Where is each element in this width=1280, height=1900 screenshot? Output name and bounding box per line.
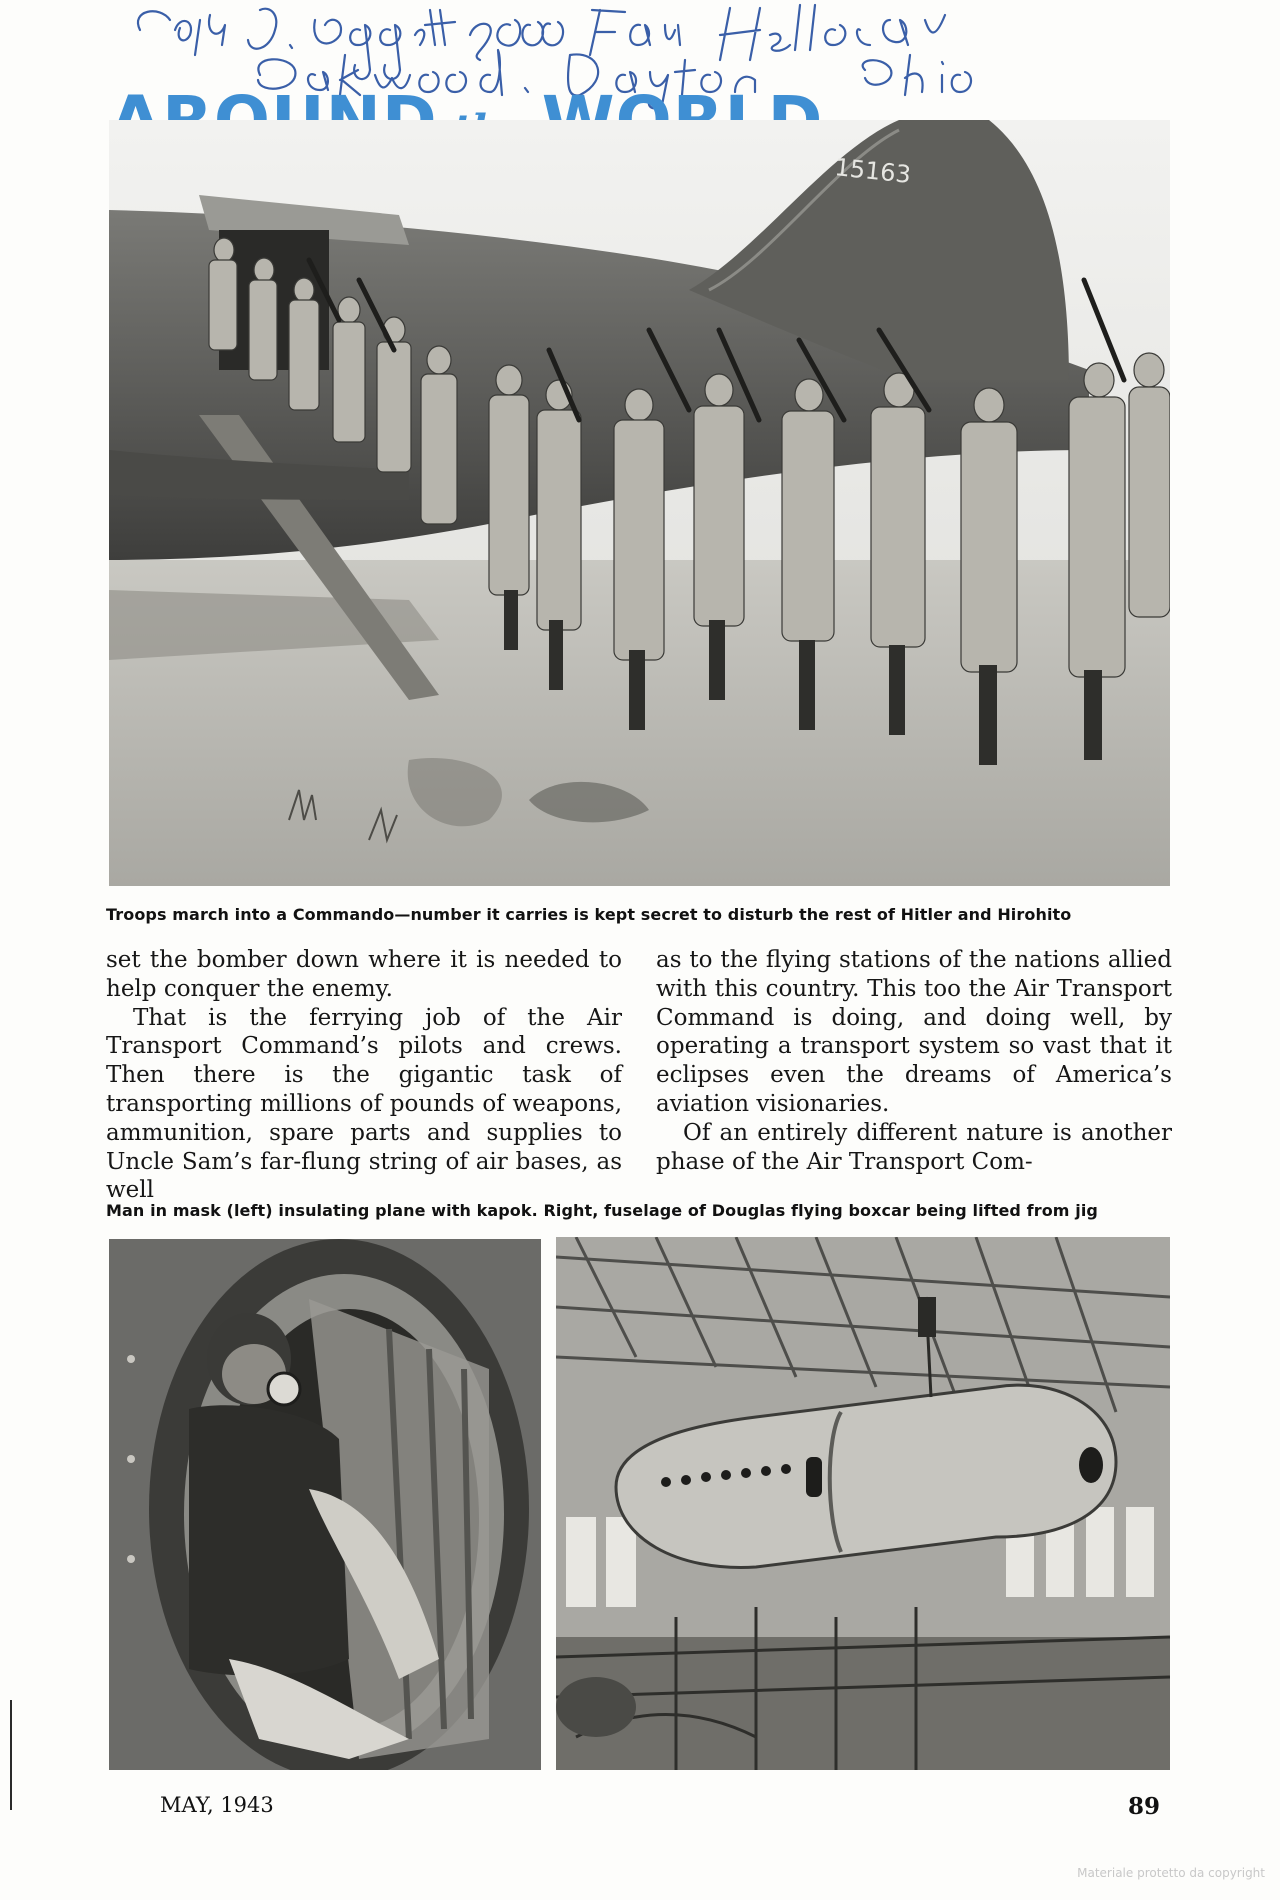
photo-troops-boarding — [109, 120, 1170, 886]
photo-fuselage-lifted — [556, 1237, 1170, 1770]
article-column-left — [106, 946, 622, 1205]
article-paragraph: as to the flying stations of the nations allied with this country. This too the Air Transport Command is doing, and doing well, by operating a transport system so vast that it eclipses even the dreams of America’s aviation visionaries. — [656, 947, 1172, 1117]
tail-number: 15163 — [833, 153, 913, 189]
fuselage-lifted-illustration — [556, 1237, 1170, 1770]
page-edge-mark — [10, 1700, 12, 1810]
article-paragraph: That is the ferrying job of the Air Transport Command’s pilots and crews. Then there is the gigantic task of transporting millions of pounds of weapons, ammunition, spare parts and supplies to Uncle Sam’s far-flung string of air bases, as well — [106, 1004, 622, 1204]
article-paragraph: set the bomber down where it is needed to help conquer the enemy. — [106, 947, 622, 1002]
page-number: 89 — [1128, 1793, 1161, 1820]
caption-top-photo: Troops march into a Commando—number it carries is kept secret to disturb the rest of Hitler and Hirohito — [106, 905, 1072, 924]
troops-boarding-illustration — [109, 120, 1170, 886]
man-insulating-illustration — [109, 1239, 541, 1770]
issue-date: MAY, 1943 — [160, 1793, 274, 1817]
article-column-right — [656, 946, 1172, 1176]
article-paragraph: Of an entirely different nature is another phase of the Air Transport Com- — [656, 1119, 1172, 1175]
copyright-watermark: Materiale protetto da copyright — [1077, 1866, 1265, 1880]
caption-bottom-photos: Man in mask (left) insulating plane with kapok. Right, fuselage of Douglas flying boxcar being lifted from jig — [106, 1201, 1098, 1220]
photo-man-insulating — [109, 1239, 541, 1770]
